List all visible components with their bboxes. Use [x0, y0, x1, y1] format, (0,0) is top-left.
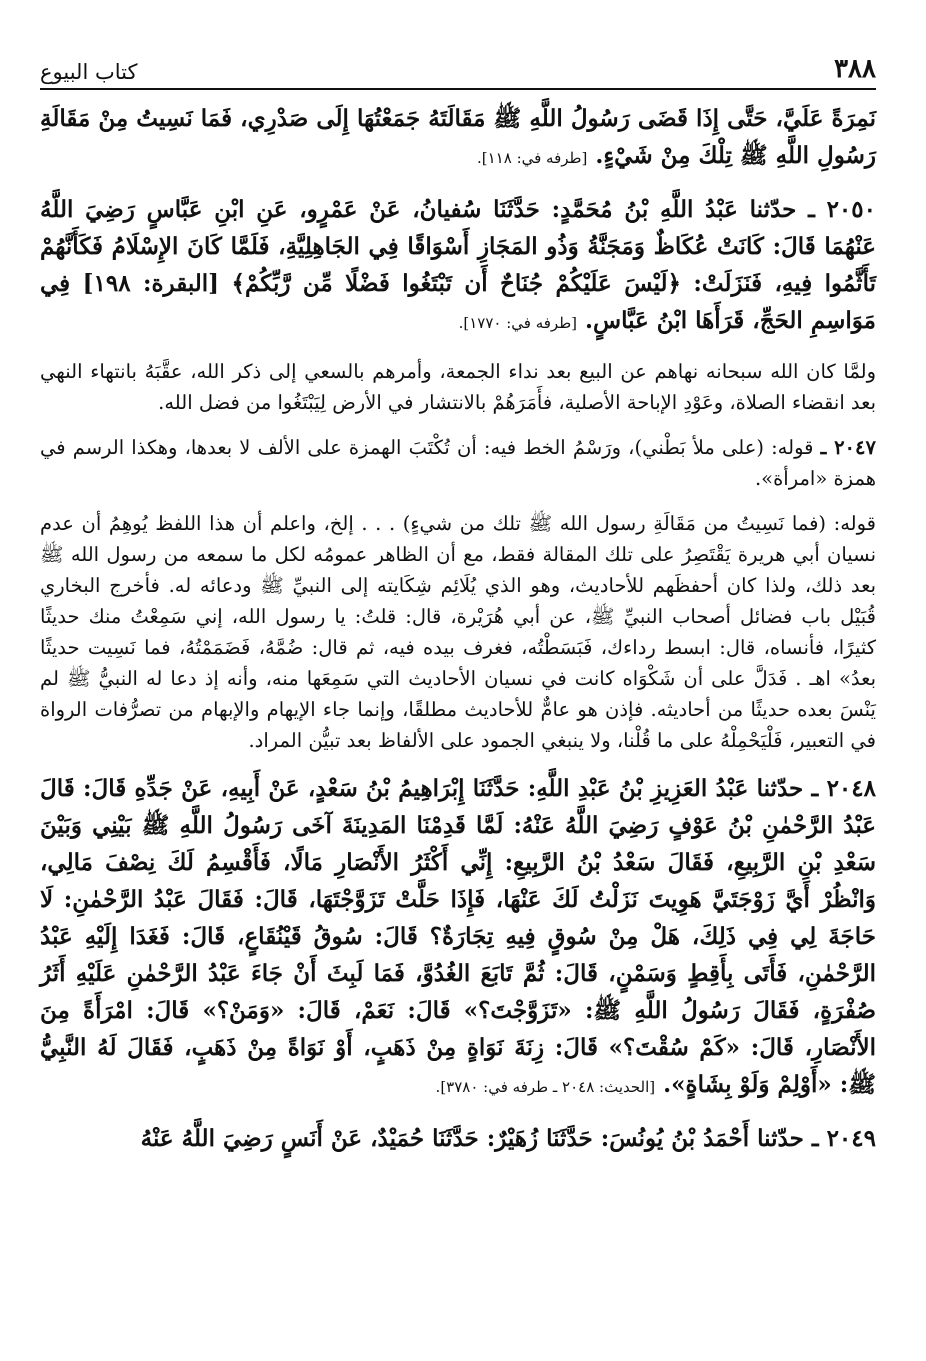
page-number: ٣٨٨ [834, 54, 876, 84]
cross-reference: [طرفه في: ١٧٧٠]. [458, 314, 577, 332]
hadith-text: حدّثنا أَحْمَدُ بْنُ يُونُسَ: حَدَّثَنَا زُهَيْرٌ: حَدَّثَنَا حُمَيْدٌ، عَنْ أَنَسٍ رَضِيَ اللَّهُ عَنْهُ [140, 1125, 804, 1152]
commentary-text: قوله: (على ملأ بَطْني)، ورَسْمُ الخط فيه: أن تُكْتَبَ الهمزة على الألف لا بعدها، وهكذا الرسم في همزة «امرأة». [40, 436, 876, 490]
hadith-text: حدّثنا عَبْدُ العَزِيزِ بْنُ عَبْدِ اللَّهِ: حَدَّثَنَا إِبْرَاهِيمُ بْنُ سَعْدٍ، عَنْ أَبِيهِ، عَنْ جَدِّهِ قَالَ: قَالَ عَبْدُ الرَّحْمٰنِ بْنُ عَوْفٍ رَضِيَ اللَّهُ عَنْهُ: لَمَّا قَدِمْنَا المَدِينَةَ آخَى رَسُولُ اللَّهِ ﷺ بَيْنِي وَبَيْنَ سَعْدِ بْنِ الرَّبِيعِ، فَقَالَ سَعْدُ بْنُ الرَّبِيعِ: إِنِّي أَكْثَرُ الأَنْصَارِ مَالًا، فَأَقْسِمُ لَكَ نِصْفَ مَالِي، وَانْظُرْ أَيَّ زَوْجَتَيَّ هَوِيتَ نَزَلْتُ لَكَ عَنْهَا، فَإِذَا حَلَّتْ تَزَوَّجْتَهَا، قَالَ: فَقَالَ عَبْدُ الرَّحْمٰنِ: لَا حَاجَةَ لِي فِي ذَلِكَ، هَلْ مِنْ سُوقٍ فِيهِ تِجَارَةٌ؟ قَالَ: سُوقُ قَيْنُقَاعٍ، قَالَ: فَغَدَا إِلَيْهِ عَبْدُ الرَّحْمٰنِ، فَأَتَى بِأَقِطٍ وَسَمْنٍ، قَالَ: ثُمَّ تَابَعَ الغُدُوَّ، فَمَا لَبِثَ أَنْ جَاءَ عَبْدُ الرَّحْمٰنِ عَلَيْهِ أَثَرُ صُفْرَةٍ، فَقَالَ رَسُولُ اللَّهِ ﷺ: «تَزَوَّجْتَ؟» قَالَ: نَعَمْ، قَالَ: «وَمَنْ؟» قَالَ: امْرَأَةً مِنَ الأَنْصَارِ، قَالَ: «كَمْ سُقْتَ؟» قَالَ: زِنَةَ نَوَاةٍ مِنْ ذَهَبٍ، أَوْ نَوَاةً مِنْ ذَهَبٍ، فَقَالَ لَهُ النَّبِيُّ ﷺ: «أَوْلِمْ وَلَوْ بِشَاةٍ». [40, 775, 876, 1098]
paragraph-text [40, 508, 876, 756]
hadith-number: ٢٠٤٩ ـ [811, 1125, 876, 1152]
hadith-text: نَمِرَةً عَلَيَّ، حَتَّى إِذَا قَضَى رَسُولُ اللَّهِ ﷺ مَقَالَتَهُ جَمَعْتُهَا إِلَى صَدْرِي، فَمَا نَسِيتُ مِنْ مَقَالَةِ رَسُولِ اللَّهِ ﷺ تِلْكَ مِنْ شَيْءٍ. [40, 105, 876, 169]
book-title: كتاب البيوع [40, 60, 138, 84]
paragraph-text [40, 191, 876, 342]
paragraph-text [40, 770, 876, 1106]
paragraph-text [40, 356, 876, 418]
hadith-2049 [40, 1120, 876, 1157]
commentary-abu-hurayra [40, 508, 876, 756]
cross-reference: [الحديث: ٢٠٤٨ ـ طرفه في: ٣٧٨٠]. [435, 1078, 656, 1096]
commentary-2047 [40, 432, 876, 494]
page-header [40, 44, 876, 90]
hadith-number: ٢٠٤٨ ـ [811, 775, 876, 802]
paragraph-text [40, 100, 876, 177]
commentary-text: ولمَّا كان الله سبحانه نهاهم عن البيع بعد نداء الجمعة، وأمرهم بالسعي إلى ذكر الله، عقَّبَهُ بانتهاء النهي بعد انقضاء الصلاة، وعَوْدِ الإباحة الأصلية، فأَمَرَهُمْ بالانتشار في الأرض لِيَبْتَغُوا من فضل الله. [40, 360, 876, 414]
commentary-friday-trade [40, 356, 876, 418]
hadith-number: ٢٠٤٧ ـ [820, 436, 876, 459]
hadith-text: حدّثنا عَبْدُ اللَّهِ بْنُ مُحَمَّدٍ: حَدَّثَنَا سُفيانُ، عَنْ عَمْرٍو، عَنِ ابْنِ عَبَّاسٍ رَضِيَ اللَّهُ عَنْهُمَا قَالَ: كَانَتْ عُكَاظٌ وَمَجَنَّةُ وَذُو المَجَازِ أَسْوَاقًا فِي الجَاهِلِيَّةِ، فَلَمَّا كَانَ الإِسْلَامُ فَكَأَنَّهُمْ تَأَثَّمُوا فِيهِ، فَنَزَلَتْ: ﴿لَيْسَ عَلَيْكُمْ جُنَاحٌ أَن تَبْتَغُوا فَضْلًا مِّن رَّبِّكُمْ﴾ [البقرة: ١٩٨] فِي مَوَاسِمِ الحَجِّ، قَرَأَهَا ابْنُ عَبَّاسٍ. [40, 196, 876, 334]
commentary-text: قوله: (فما نَسِيتُ من مَقَالَةِ رسول الله ﷺ تلك من شيءٍ) . . . إلخ، واعلم أن هذا اللفظ يُوهِمُ أن عدم نسيان أبي هريرة يَقْتَصِرُ على تلك المقالة فقط، مع أن الظاهر عمومُه لكل ما سمعه من رسول الله ﷺ بعد ذلك، ولذا كان أحفظَهم للأحاديث، وهو الذي يُلَائِم شِكَايته إلى النبيِّ ﷺ ودعائه له. فأخرج البخاري قُبَيْل باب فضائل أصحاب النبيِّ ﷺ، عن أبي هُرَيْرة، قال: قلتُ: يا رسول الله، إني سَمِعْتُ منك حديثًا كثيرًا، فأنساه، قال: ابسط رداءك، فَبَسَطْتُه، فغرف بيده فيه، ثم قال: ضُمَّهُ، فَضَمَمْتُهُ، فما نَسِيت حديثًا بعدُ» اهـ . فَدَلَّ على أن شَكْوَاه كانت في نسيان الأحاديث التي سَمِعَها منه، وأنه إذ دعا له النبيُّ ﷺ لم يَنْسَ بعده حديثًا من أحاديثه. فإذن هو عامٌّ للأحاديث مطلقًا، وإنما جاء الإيهام والإبهام من تصرُّفات الرواة في التعبير، فَلْيَحْمِلْهُ على ما قُلْنا، ولا ينبغي الجمود على الألفاظ بعد تبيُّن المراد. [40, 512, 876, 752]
paragraph-text [40, 1120, 876, 1157]
paragraph-text [40, 432, 876, 494]
hadith-number: ٢٠٥٠ ـ [808, 196, 876, 223]
hadith-2050 [40, 191, 876, 342]
page-content [40, 100, 876, 1171]
hadith-2048 [40, 770, 876, 1106]
hadith-2047-continuation [40, 100, 876, 177]
cross-reference: [طرفه في: ١١٨]. [477, 149, 588, 167]
